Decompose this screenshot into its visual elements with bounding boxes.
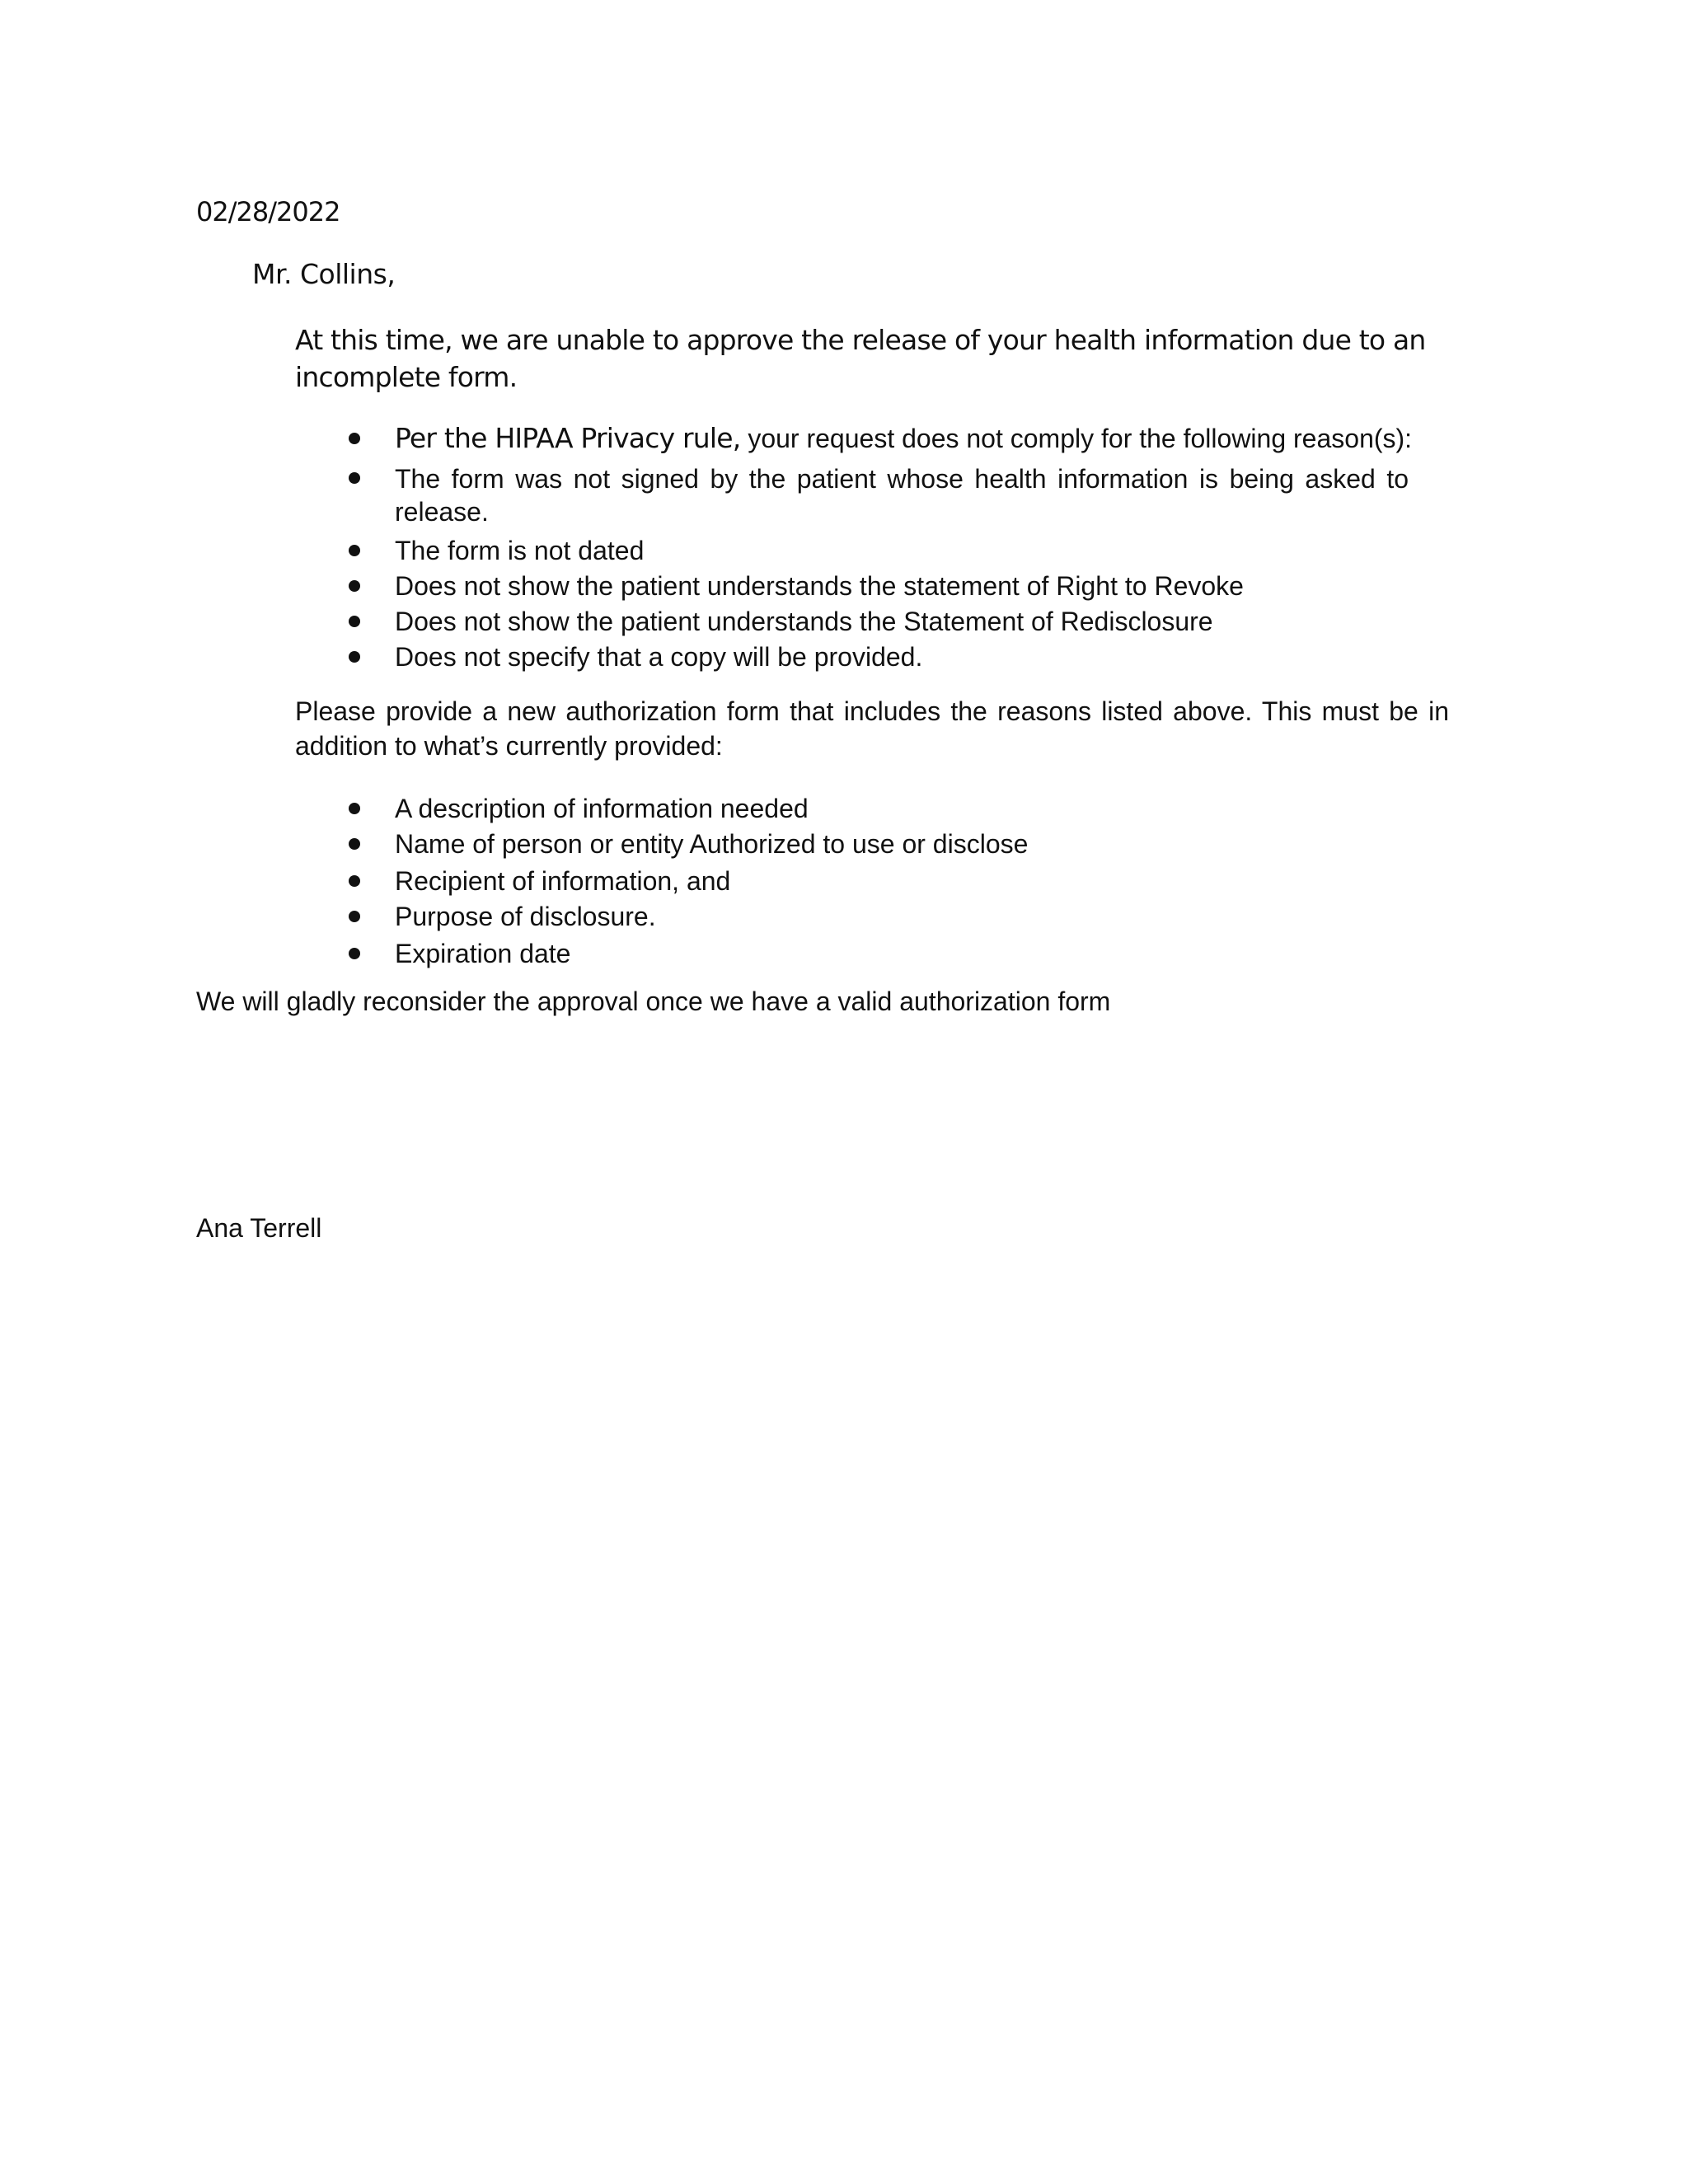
bullet-icon [349, 472, 360, 484]
bullet-icon [349, 838, 360, 850]
request-paragraph: Please provide a new authorization form that includes the reasons listed above. This must be in addition to what’s currently provided: [295, 696, 1449, 761]
requirement-text: Name of person or entity Authorized to use or disclose [395, 829, 1029, 859]
bullet-icon [349, 616, 360, 627]
requirement-text: Purpose of disclosure. [395, 902, 656, 931]
reason-text: The form is not dated [395, 536, 645, 565]
requirement-text: Expiration date [395, 939, 571, 968]
signature-name: Ana Terrell [196, 1213, 322, 1243]
bullet-icon [349, 803, 360, 814]
reason-text: Does not show the patient understands the Statement of Redisclosure [395, 607, 1213, 636]
letter-date: 02/28/2022 [196, 196, 340, 227]
closing-line: We will gladly reconsider the approval once we have a valid authorization form [196, 987, 1111, 1016]
bullet-icon [349, 875, 360, 887]
bullet-icon [349, 948, 360, 959]
requirement-text: A description of information needed [395, 794, 809, 823]
reason-intro-text [395, 422, 1412, 455]
bullet-icon [349, 433, 360, 444]
bullet-icon [349, 580, 360, 592]
reason-intro-lead: Per the HIPAA Privacy rule, [395, 422, 741, 454]
salutation: Mr. Collins, [252, 258, 396, 290]
bullet-icon [349, 651, 360, 663]
reason-intro-rest: your request does not comply for the following reason(s): [740, 424, 1413, 453]
bullet-icon [349, 911, 360, 922]
reason-text: Does not show the patient understands the statement of Right to Revoke [395, 571, 1244, 601]
reason-text: The form was not signed by the patient whose health information is being asked to release. [395, 464, 1409, 527]
bullet-icon [349, 545, 360, 556]
intro-paragraph: At this time, we are unable to approve the release of your health information due to an incomplete form. [295, 324, 1426, 393]
reason-text: Does not specify that a copy will be provided. [395, 642, 923, 672]
requirement-text: Recipient of information, and [395, 866, 731, 896]
